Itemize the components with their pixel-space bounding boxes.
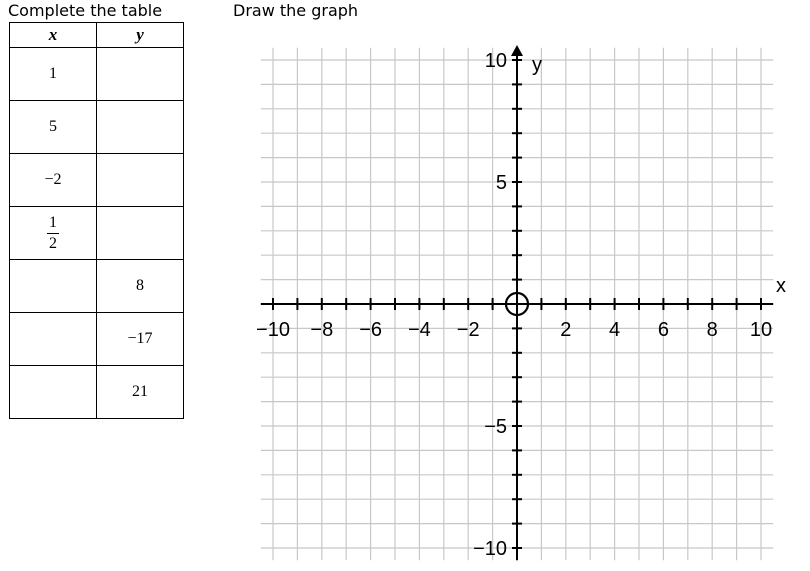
header-x: x <box>10 23 97 48</box>
y-cell[interactable]: 8 <box>97 260 184 313</box>
x-tick-label: −6 <box>359 319 383 341</box>
x-tick-label: −10 <box>256 319 290 341</box>
x-tick-label: −8 <box>310 319 334 341</box>
y-tick-label: 10 <box>484 50 507 72</box>
x-tick-label: 4 <box>609 319 621 341</box>
x-tick-label: 8 <box>706 319 718 341</box>
y-cell[interactable]: −17 <box>97 313 184 366</box>
x-cell[interactable]: 5 <box>10 101 97 154</box>
graph-heading: Draw the graph <box>233 1 359 20</box>
y-tick-label: −10 <box>473 538 507 560</box>
x-tick-label: 10 <box>749 319 773 341</box>
table-heading: Complete the table <box>8 1 163 20</box>
y-axis-arrow <box>511 45 523 56</box>
x-tick-label: −4 <box>407 319 431 341</box>
y-cell[interactable]: 21 <box>97 366 184 419</box>
header-y: y <box>97 23 184 48</box>
y-tick-label: −5 <box>484 416 507 438</box>
x-tick-label: 2 <box>560 319 572 341</box>
y-axis-label: y <box>532 54 542 76</box>
y-tick-label: 5 <box>495 172 507 194</box>
x-tick-label: −2 <box>456 319 480 341</box>
x-tick-label: 6 <box>657 319 669 341</box>
fraction-numerator: 1 <box>47 215 59 234</box>
x-cell[interactable]: 1 <box>10 48 97 101</box>
x-axis-label: x <box>776 275 786 297</box>
x-cell[interactable]: −2 <box>10 154 97 207</box>
fraction-denominator: 2 <box>49 235 57 252</box>
